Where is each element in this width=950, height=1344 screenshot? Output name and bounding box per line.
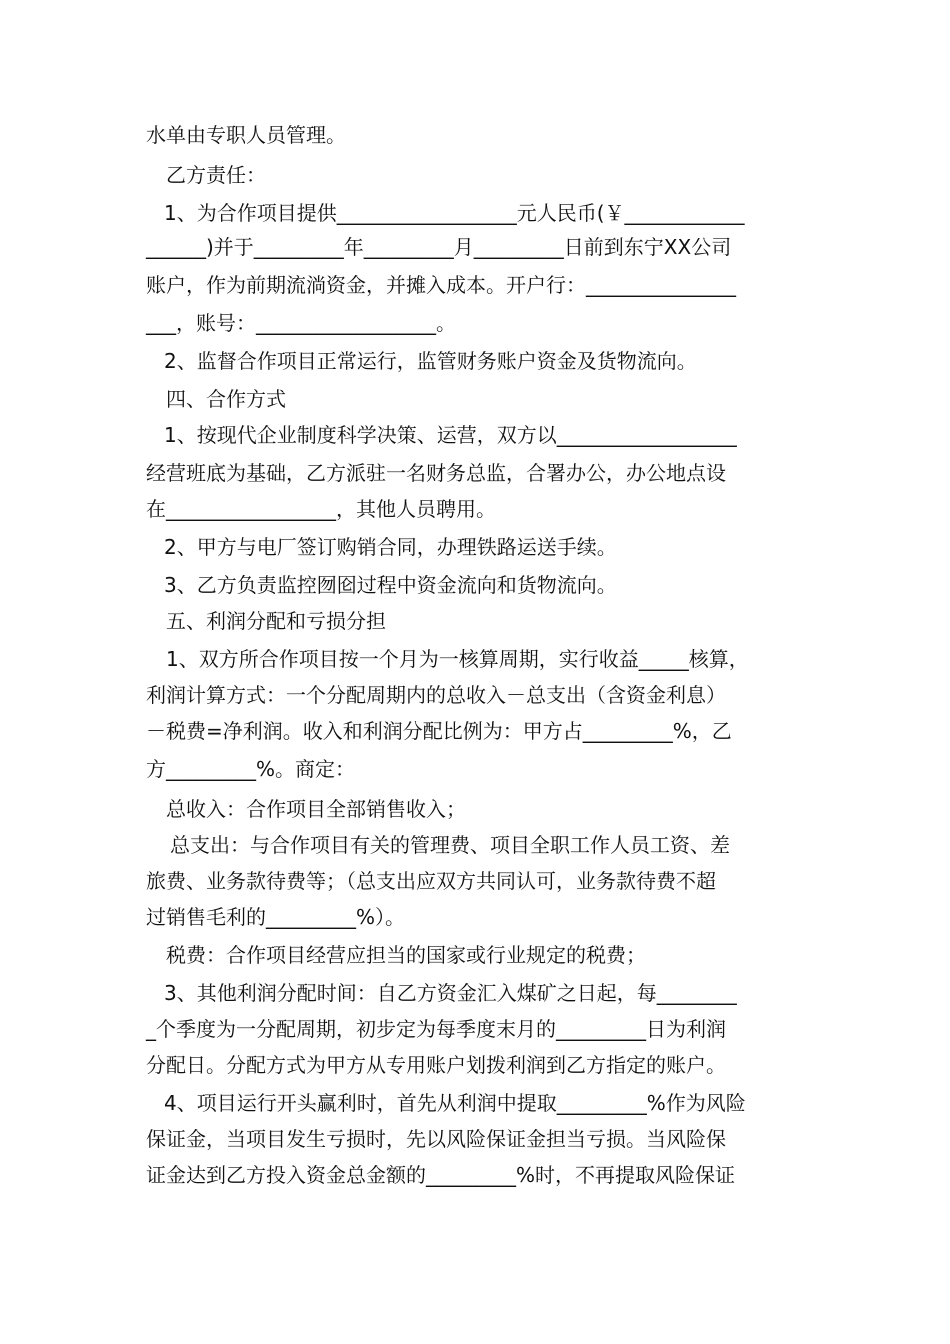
text-line: 4、项目运行开头赢利时，首先从利润中提取_________%作为风险 [164, 1091, 746, 1115]
text-line: _个季度为一分配周期，初步定为每季度末月的_________日为利润 [146, 1017, 726, 1041]
text-line: 分配日。分配方式为甲方从专用账户划拨利润到乙方指定的账户。 [146, 1053, 726, 1077]
section-heading: 四、合作方式 [166, 387, 286, 411]
text-line: 保证金，当项目发生亏损时，先以风险保证金担当亏损。当风险保 [146, 1127, 726, 1151]
text-line: 3、其他利润分配时间：自乙方资金汇入煤矿之日起，每________ [164, 981, 737, 1005]
text-line: 在_________________，其他人员聘用。 [146, 497, 496, 521]
text-line: 证金达到乙方投入资金总金额的_________%时，不再提取风险保证 [146, 1163, 736, 1187]
text-line: ___，账号：__________________。 [146, 311, 456, 335]
text-line: 经营班底为基础，乙方派驻一名财务总监，合署办公，办公地点设 [146, 461, 726, 485]
text-line: 方_________%。商定： [146, 757, 356, 781]
text-line: 2、甲方与电厂签订购销合同，办理铁路运送手续。 [164, 535, 617, 559]
text-line: 过销售毛利的_________%）。 [146, 905, 406, 929]
text-line: 1、为合作项目提供__________________元人民币(￥____________ [164, 201, 745, 225]
text-line: 2、监督合作项目正常运行，监管财务账户资金及货物流向。 [164, 349, 697, 373]
text-line: 税费：合作项目经营应担当的国家或行业规定的税费； [166, 943, 646, 967]
text-line: 总支出：与合作项目有关的管理费、项目全职工作人员工资、差 [170, 833, 730, 857]
text-line: 1、按现代企业制度科学决策、运营，双方以__________________ [164, 423, 737, 447]
text-line: 乙方责任： [166, 163, 266, 187]
text-line: 1、双方所合作项目按一个月为一核算周期，实行收益_____核算， [166, 647, 749, 671]
text-line: 3、乙方负责监控囫囵过程中资金流向和货物流向。 [164, 573, 617, 597]
section-heading: 五、利润分配和亏损分担 [166, 609, 386, 633]
text-line: 利润计算方式：一个分配周期内的总收入－总支出（含资金利息） [146, 683, 726, 707]
text-line: －税费=净利润。收入和利润分配比例为：甲方占_________%，乙 [146, 719, 732, 743]
text-line: 水单由专职人员管理。 [146, 123, 346, 147]
text-line: 总收入：合作项目全部销售收入； [166, 797, 466, 821]
text-line: 旅费、业务款待费等；（总支出应双方共同认可，业务款待费不超 [146, 869, 716, 893]
text-line: ______)并于_________年_________月_________日前到东宁XX公司 [146, 235, 732, 259]
text-line: 账户，作为前期流淌资金，并摊入成本。开户行：_______________ [146, 273, 736, 297]
